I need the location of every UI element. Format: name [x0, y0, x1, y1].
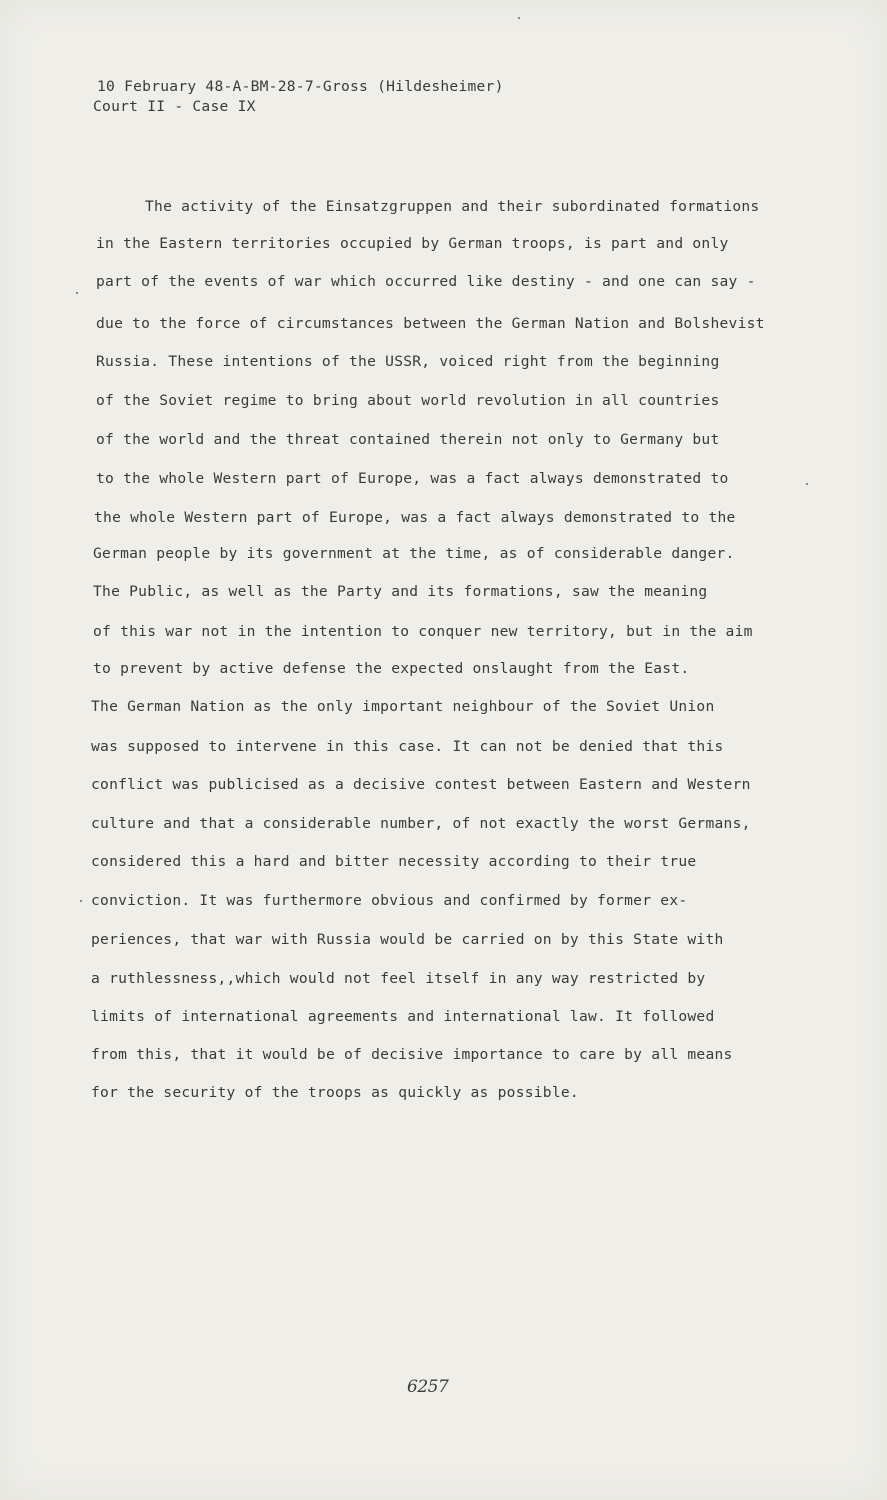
page-number: 6257 [407, 1377, 449, 1397]
body-line: in the Eastern territories occupied by German troops, is part and only [96, 235, 729, 252]
body-line: limits of international agreements and international law. It followed [91, 1008, 715, 1025]
body-line: for the security of the troops as quickly as possible. [91, 1084, 579, 1101]
body-line: part of the events of war which occurred like destiny - and one can say - [96, 273, 756, 290]
body-line: German people by its government at the time, as of considerable danger. [93, 545, 735, 562]
body-line: conviction. It was furthermore obvious and confirmed by former ex- [91, 892, 688, 909]
paper-speck [806, 483, 808, 485]
body-line: of the Soviet regime to bring about world revolution in all countries [96, 392, 720, 409]
body-line: was supposed to intervene in this case. It can not be denied that this [91, 738, 724, 755]
paper-speck [518, 17, 520, 19]
body-line: considered this a hard and bitter necessity according to their true [91, 853, 697, 870]
body-line: to prevent by active defense the expected onslaught from the East. [93, 660, 690, 677]
body-line: The activity of the Einsatzgruppen and their subordinated formations [145, 198, 760, 215]
body-line: culture and that a considerable number, of not exactly the worst Germans, [91, 815, 751, 832]
body-line: periences, that war with Russia would be carried on by this State with [91, 931, 724, 948]
body-line: of this war not in the intention to conquer new territory, but in the aim [93, 623, 753, 640]
body-line: from this, that it would be of decisive importance to care by all means [91, 1046, 733, 1063]
paper-speck [80, 900, 82, 902]
body-line: Russia. These intentions of the USSR, voiced right from the beginning [96, 353, 720, 370]
body-line: due to the force of circumstances between the German Nation and Bolshevist [96, 315, 765, 332]
body-line: to the whole Western part of Europe, was a fact always demonstrated to [96, 470, 729, 487]
body-line: a ruthlessness,,which would not feel itself in any way restricted by [91, 970, 706, 987]
paper-speck [76, 292, 78, 294]
body-line: The German Nation as the only important neighbour of the Soviet Union [91, 698, 715, 715]
body-line: the whole Western part of Europe, was a fact always demonstrated to the [94, 509, 736, 526]
header-line-1: 10 February 48-A-BM-28-7-Gross (Hildesheimer) [97, 78, 504, 95]
body-line: of the world and the threat contained therein not only to Germany but [96, 431, 720, 448]
header-line-2: Court II - Case IX [93, 98, 256, 115]
body-line: The Public, as well as the Party and its formations, saw the meaning [93, 583, 708, 600]
body-line: conflict was publicised as a decisive contest between Eastern and Western [91, 776, 751, 793]
